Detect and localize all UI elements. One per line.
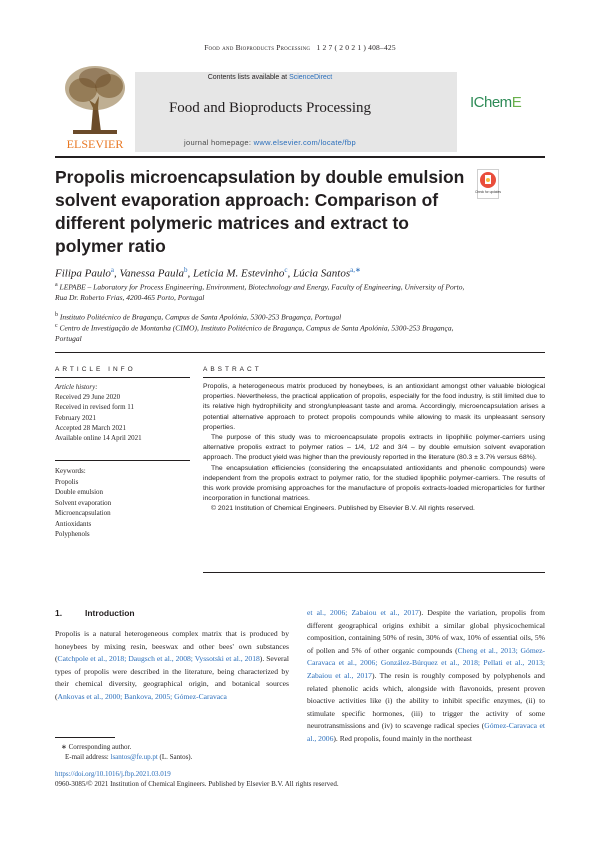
keyword: Propolis <box>55 477 79 486</box>
author[interactable]: Leticia M. Estevinho <box>193 267 285 280</box>
citation-link[interactable]: Ankovas et al., 2000; Bankova, 2005; Gómez-Caravaca <box>57 691 227 701</box>
keywords-rule <box>55 460 190 461</box>
history-heading: Article history: <box>55 383 98 391</box>
body-paragraph <box>307 607 545 746</box>
body-text: ). Despite the variation, propolis from different geographical origins exhibit a similar global physicochemical composition, containing 50% of resin, 30% of wax, 10% of essential oils, 5% of pollen and 5% of other organic compounds ( <box>307 608 545 655</box>
abstract-rule <box>203 377 545 378</box>
contents-line <box>150 74 390 81</box>
citation-link[interactable]: Gómez-Caravaca et al., 2006 <box>307 721 545 743</box>
citation-link[interactable]: Catchpole et al., 2018; Daugsch et al., 2008; Vyssotski et al., 2018 <box>57 654 260 664</box>
footer <box>55 769 355 789</box>
author-sup: c <box>284 266 288 274</box>
elsevier-logo <box>55 60 135 152</box>
body-paragraph <box>55 628 289 704</box>
abstract-bottom-rule <box>203 572 545 573</box>
keyword: Antioxidants <box>55 519 92 528</box>
keywords <box>55 466 195 540</box>
history-item: Accepted 28 March 2021 <box>55 423 126 432</box>
issn-line: 0960-3085/© 2021 Institution of Chemical Engineers. Published by Elsevier B.V. All rights reserved. <box>55 780 339 788</box>
citation-link[interactable]: et al., 2006; Zabaiou et al., 2017 <box>307 608 419 617</box>
article-title: Propolis microencapsulation by double emulsion solvent evaporation approach: Comparison of different polymeric matrices and extract to polymer ratio <box>55 167 465 256</box>
citation-link[interactable]: Cheng et al., 2013; Gómez-Caravaca et al., 2006; González-Búrquez et al., 2018; Pellati et al., 2013; Zabaiou et al., 2017 <box>307 645 545 680</box>
history-item: February 2021 <box>55 413 97 422</box>
footnote-rule <box>55 737 115 738</box>
affiliation <box>55 280 475 304</box>
abstract-label: ABSTRACT <box>203 366 262 373</box>
abstract-body <box>203 382 545 515</box>
section-title: Introduction <box>85 608 135 618</box>
running-head-citation: 1 2 7 ( 2 0 2 1 ) 408–425 <box>316 43 396 52</box>
section-rule <box>55 352 545 353</box>
keywords-heading: Keywords: <box>55 467 86 475</box>
author-list: Filipa Paulo$^a$, Vanessa Paula$^b$, Leticia M. Estevinho$^c$, Lúcia Santos$^{a,∗}$ <box>55 266 361 280</box>
author[interactable]: Vanessa Paula <box>119 267 185 280</box>
article-history <box>55 382 195 443</box>
homepage-prefix: journal homepage: <box>184 138 254 147</box>
body-column-right <box>307 607 545 746</box>
corresponding-note: ∗ Corresponding author. <box>61 743 132 751</box>
abstract-paragraph: The encapsulation efficiencies (considering the encapsulated antioxidants and phenolic compounds) were independent from the propolis extract to polymer ratio, for the studied lipophilic polymer-carriers. The results of this work provide promising approaches for the manufacture of propolis extracts-loaded microparticles for further incorporation in functional matrices. <box>203 464 545 503</box>
email-link[interactable]: lsantos@fe.up.pt <box>110 753 158 761</box>
affiliation-text: Centro de Investigação de Montanha (CIMO), Instituto Politécnico de Bragança, Campus de Santa Apolónia, 5300-253 Bragança, Portugal <box>55 323 454 343</box>
affiliation-sup: b <box>55 312 58 318</box>
author[interactable]: Filipa Paulo <box>55 267 111 280</box>
keyword: Double emulsion <box>55 488 104 496</box>
email-suffix: (L. Santos). <box>157 753 193 761</box>
running-head <box>0 43 600 52</box>
footnotes <box>55 742 295 762</box>
section-number: 1. <box>55 608 63 618</box>
affiliation-text: LEPABE – Laboratory for Process Engineering, Environment, Biotechnology and Energy, Faculty of Engineering, University of Porto, Rua Dr. Roberto Frias, 4200-465 Porto, Portugal <box>55 282 465 302</box>
check-for-updates-badge[interactable] <box>477 169 499 199</box>
homepage-line <box>150 138 390 147</box>
author-sup: b <box>184 266 188 274</box>
contents-prefix: Contents lists available at <box>207 74 290 81</box>
body-text: ). Red propolis, found mainly in the northeast <box>333 733 472 743</box>
elsevier-tree-icon <box>55 60 135 152</box>
email-note <box>55 752 295 762</box>
doi-link[interactable]: https://doi.org/10.1016/j.fbp.2021.03.019 <box>55 770 171 778</box>
author-sup: a <box>110 266 115 274</box>
keyword: Solvent evaporation <box>55 498 112 507</box>
author-sup: a,∗ <box>350 266 361 274</box>
affiliation-sup: c <box>55 323 58 329</box>
ichem-logo-e: E <box>511 94 522 111</box>
history-item: Received 29 June 2020 <box>55 393 121 402</box>
ichem-logo <box>470 94 521 111</box>
ichem-logo-text: IChem <box>470 94 512 111</box>
affiliation-text: Instituto Politécnico de Bragança, Campus de Santa Apolónia, 5300-253 Bragança, Portugal <box>59 312 342 322</box>
author[interactable]: Lúcia Santos <box>292 267 351 280</box>
body-text: ). The resin is roughly composed by polyphenols and related phenolic acids which, alongside with flavonoids, present proven bioactive activities like (i) the ability to inhibit specific enzymes, (ii) to stimulate specific hormones, (iii) to trigger the activity of some neurotransmissions and (iv) to scavenge radical species ( <box>307 670 545 731</box>
sciencedirect-link[interactable]: ScienceDirect <box>289 74 333 81</box>
history-item: Received in revised form 11 <box>55 403 135 412</box>
keyword: Microencapsulation <box>55 509 111 517</box>
check-updates-label: Check for updates <box>475 190 501 194</box>
article-info-label: ARTICLE INFO <box>55 366 136 373</box>
info-rule <box>55 377 190 378</box>
abstract-paragraph: Propolis, a heterogeneous matrix produced by honeybees, is an antioxidant amongst other valuable biological properties. Nevertheless, the practical application of propolis, especially for the food industry, is still limited due to its relative high hydrophilicity and strong/unpleasant taste and aroma. Accordingly, microencapsulation arises a potential alternative approach to protect propolis compounds while allowing to mask its unpleasant sensory properties. <box>203 383 545 431</box>
introduction-heading <box>55 608 135 618</box>
header-rule <box>55 156 545 158</box>
abstract-copyright: © 2021 Institution of Chemical Engineers. Published by Elsevier B.V. All rights reserved. <box>211 505 475 513</box>
affiliation-sup: a <box>55 282 58 288</box>
elsevier-wordmark: ELSEVIER <box>66 137 124 151</box>
keyword: Polyphenols <box>55 530 90 538</box>
journal-title: Food and Bioproducts Processing <box>168 100 372 116</box>
affiliation <box>55 321 475 345</box>
abstract-paragraph: The purpose of this study was to microencapsulate propolis extracts in lipophilic polymer-carriers using alternative propolis extract to polymer ratios – 1/4, 1/2 and 3/4 – by double emulsion solvent evaporation approach. The product yield was higher than the previously reported in the literature (80.3 ± 3.7% versus 68%). <box>203 434 545 462</box>
body-text: ). Several types of propolis were described in the literature, being characterized by their chemical diversity, geographical origin, and botanical sources ( <box>55 654 289 701</box>
body-column-left <box>55 628 289 704</box>
homepage-link[interactable]: www.elsevier.com/locate/fbp <box>253 138 356 147</box>
body-text: Propolis is a natural heterogeneous complex matrix that is produced by honeybees by mixing resin, beeswax and other bees' own substances ( <box>55 629 289 664</box>
email-label: E-mail address: <box>65 753 111 761</box>
running-head-journal: Food and Bioproducts Processing <box>204 43 311 52</box>
check-updates-icon <box>477 169 499 199</box>
history-item: Available online 14 April 2021 <box>55 434 142 443</box>
